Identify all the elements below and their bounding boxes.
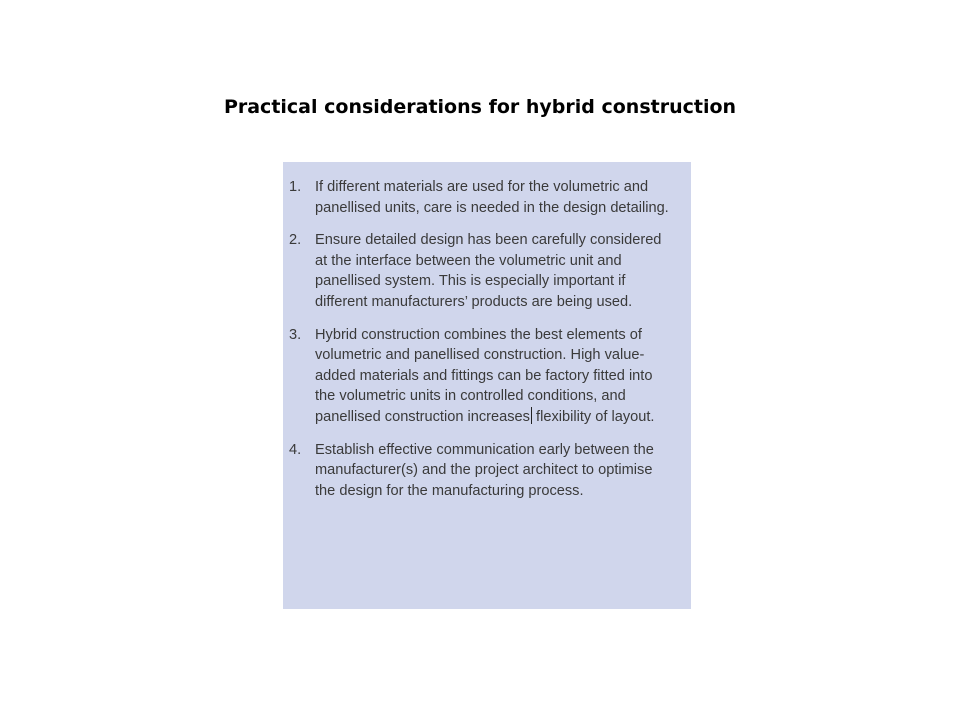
list-item-text[interactable]: If different materials are used for the volumetric and panellised units, care is needed in the design detailing. — [315, 179, 669, 216]
list-item-text[interactable] — [315, 325, 671, 428]
list-item-4 — [289, 440, 671, 502]
list-item-text-after-cursor: flexibility of layout. — [531, 408, 655, 425]
list-item-number: 4. — [289, 441, 302, 458]
list-item-1 — [289, 177, 671, 218]
list-item-number: 2. — [289, 232, 302, 249]
list-item-2 — [289, 230, 671, 312]
list-item-3 — [289, 325, 671, 428]
list-item-text[interactable]: Ensure detailed design has been carefully considered at the interface between the volumetric unit and panellised system. This is especially important if different manufacturers’ products are being used. — [315, 232, 662, 310]
list-item-number: 3. — [289, 326, 302, 343]
list-item-number: 1. — [289, 179, 302, 195]
list-item-text-before-cursor: Hybrid construction combines the best elements of volumetric and panellised construction. High value-added materials and fittings can be factory fitted into the volumetric units in controlled conditions, and panellised construction increases — [315, 326, 653, 425]
list-item-text[interactable]: Establish effective communication early between the manufacturer(s) and the project architect to optimise the design for the manufacturing process. — [315, 441, 654, 499]
slide-title: Practical considerations for hybrid construction — [223, 96, 737, 118]
considerations-panel — [283, 162, 691, 609]
